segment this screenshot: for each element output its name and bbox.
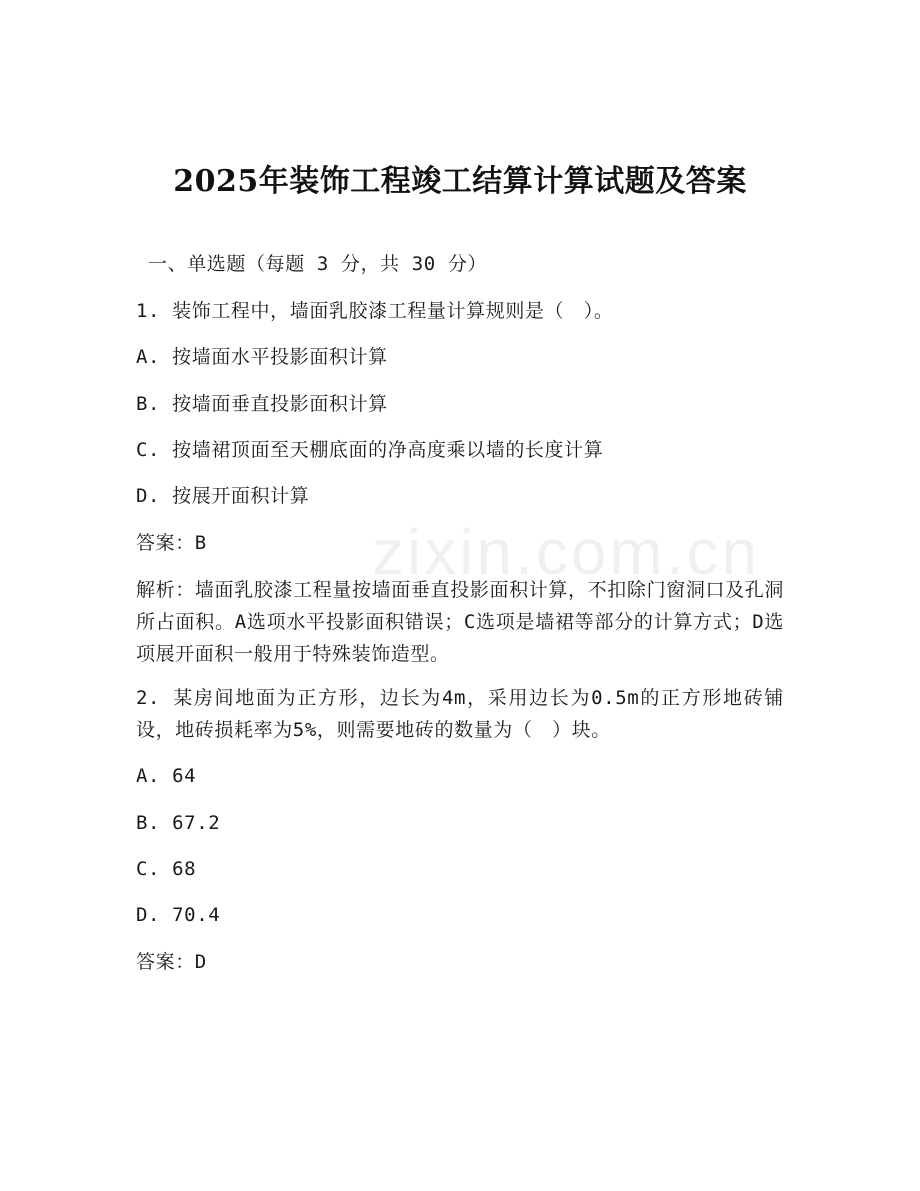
- question-1-option-c: C. 按墙裙顶面至天棚底面的净高度乘以墙的长度计算: [136, 439, 604, 461]
- question-2-option-d: D. 70.4: [136, 904, 221, 926]
- question-1-analysis: 解析：墙面乳胶漆工程量按墙面垂直投影面积计算，不扣除门窗洞口及孔洞所占面积。A选项水平投影面积错误；C选项是墙裙等部分的计算方式；D选项展开面积一般用于特殊装饰造型。: [136, 579, 784, 665]
- question-2-stem: 2. 某房间地面为正方形，边长为4m，采用边长为0.5m的正方形地砖铺设，地砖损耗率为5%，则需要地砖的数量为（ ）块。: [136, 687, 784, 741]
- question-1-option-b: B. 按墙面垂直投影面积计算: [136, 393, 388, 415]
- question-2-option-b: B. 67.2: [136, 812, 221, 834]
- question-2-option-c: C. 68: [136, 858, 197, 880]
- document-title: 2025年装饰工程竣工结算计算试题及答案: [173, 164, 747, 199]
- watermark: zixin.com.cn: [372, 516, 761, 588]
- question-1-stem: 1. 装饰工程中，墙面乳胶漆工程量计算规则是（ ）。: [136, 300, 614, 322]
- question-1-answer: 答案：B: [136, 532, 207, 554]
- section-heading: 一、单选题（每题 3 分，共 30 分）: [148, 253, 488, 275]
- question-2-answer: 答案：D: [136, 951, 207, 973]
- question-1-option-a: A. 按墙面水平投影面积计算: [136, 346, 388, 368]
- question-1-option-d: D. 按展开面积计算: [136, 485, 310, 507]
- question-2-option-a: A. 64: [136, 765, 197, 787]
